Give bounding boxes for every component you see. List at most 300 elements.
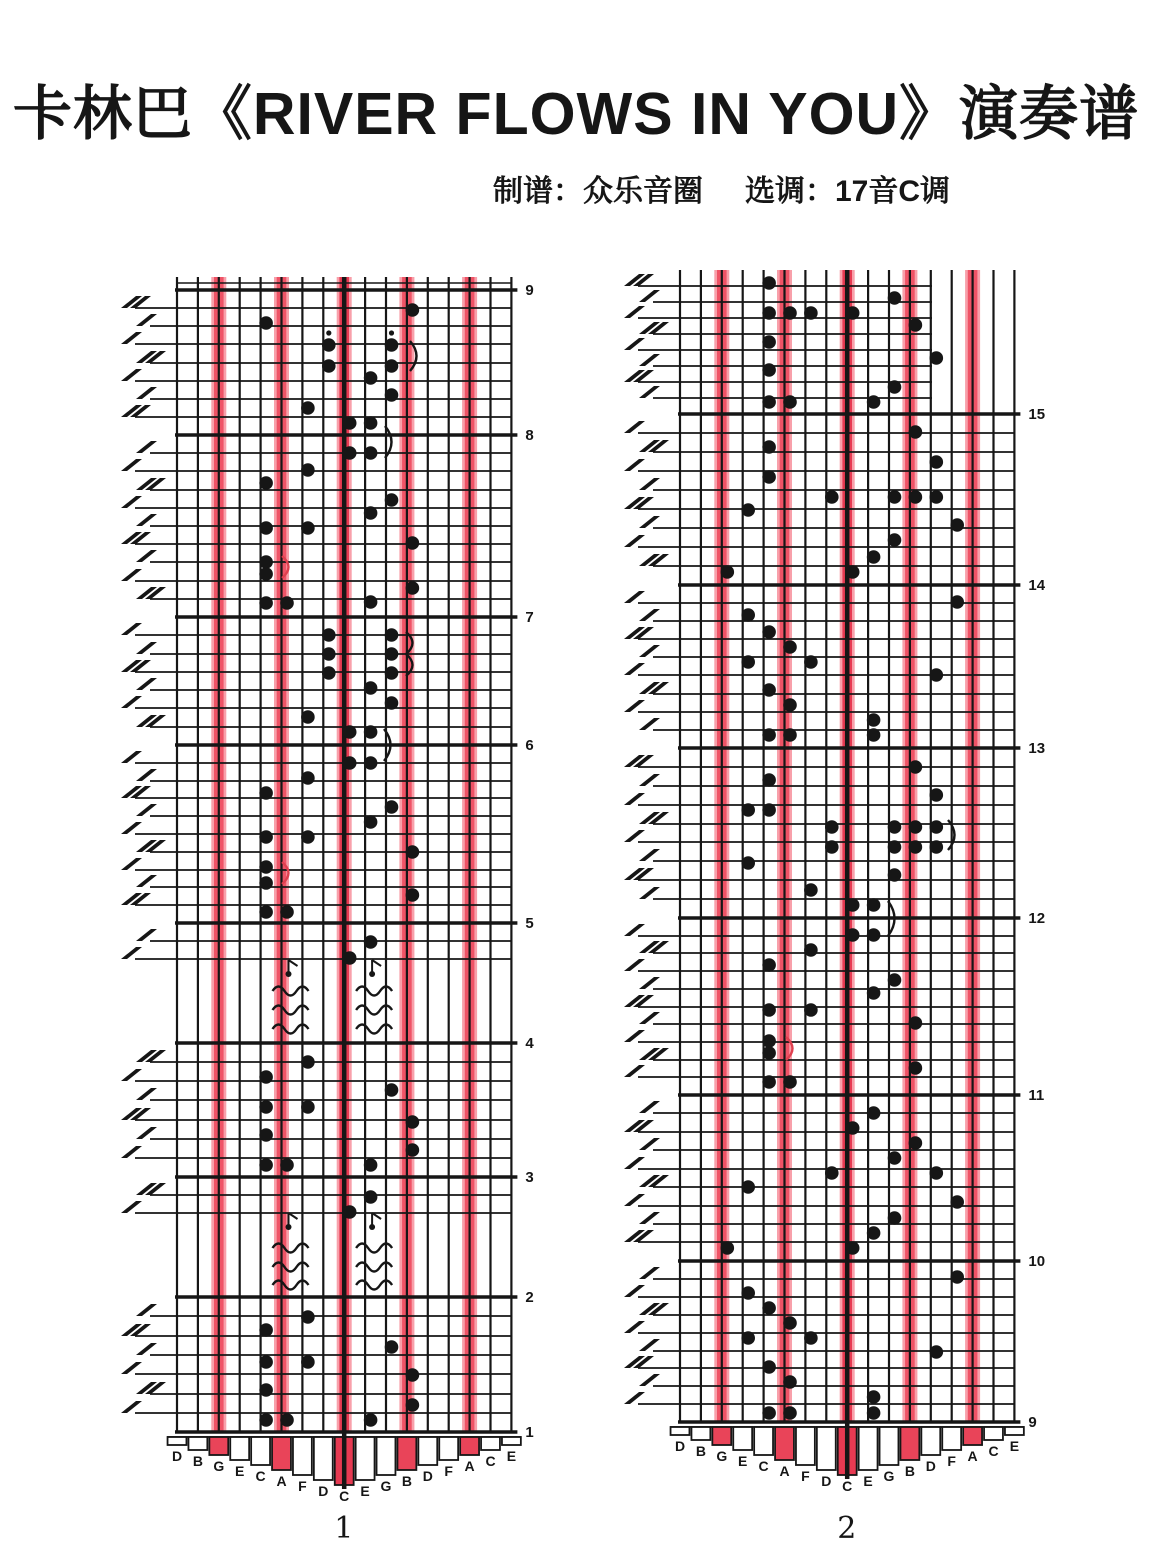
- tine-label: D: [925, 1458, 936, 1474]
- note-dot: [950, 1195, 964, 1209]
- note-dot: [406, 1115, 420, 1129]
- slash-beat-mark: [136, 875, 157, 887]
- beat-rows: [121, 296, 511, 1413]
- slash-beat-mark: [639, 887, 660, 899]
- note-dot: [385, 1083, 399, 1097]
- slash-beat-mark: [624, 591, 645, 603]
- slash-beat-mark: [121, 1069, 142, 1081]
- note-dot: [909, 1136, 923, 1150]
- note-dot: [762, 1360, 776, 1374]
- slash-beat-mark: [624, 1157, 645, 1169]
- page-title: 卡林巴《RIVER FLOWS IN YOU》演奏谱: [12, 81, 1140, 147]
- note-dot: [909, 820, 923, 834]
- note-dot: [867, 713, 881, 727]
- note-dot: [762, 1034, 776, 1048]
- note-dot: [741, 1331, 755, 1345]
- note-dot: [301, 830, 315, 844]
- note-dot: [301, 1055, 315, 1069]
- note-dot: [301, 771, 315, 785]
- slash-beat-mark: [136, 314, 157, 326]
- note-dot: [280, 596, 294, 610]
- note-dot: [846, 565, 860, 579]
- slash-beat-mark: [121, 496, 142, 508]
- slash-beat-mark: [639, 1374, 660, 1386]
- note-dot: [762, 335, 776, 349]
- tine-label: B: [192, 1453, 203, 1469]
- slash-beat-mark: [639, 1212, 660, 1224]
- slash-beat-mark: [136, 550, 157, 562]
- note-dot: [783, 306, 797, 320]
- note-dot: [259, 1100, 273, 1114]
- slash-beat-mark: [639, 478, 660, 490]
- note-dot: [406, 303, 420, 317]
- tine-label: E: [360, 1483, 370, 1499]
- note-dot: [721, 1241, 735, 1255]
- measure-number: 9: [525, 282, 534, 299]
- staccato-dot: [326, 330, 331, 335]
- note-dot: [385, 666, 399, 680]
- tine-label: C: [988, 1443, 999, 1459]
- note-dot: [301, 1100, 315, 1114]
- credit-text: 制谱：众乐音圈: [493, 174, 703, 208]
- slash-beat-mark: [136, 387, 157, 399]
- note-dot: [888, 291, 902, 305]
- note-dot: [846, 898, 860, 912]
- tine-label: E: [1009, 1438, 1020, 1454]
- slash-beat-mark: [624, 793, 645, 805]
- note-dot: [888, 1151, 902, 1165]
- note-dot: [783, 640, 797, 654]
- tine-label: D: [422, 1468, 433, 1484]
- note-dot: [259, 1323, 273, 1337]
- note-dot: [385, 696, 399, 710]
- tine-label: D: [171, 1448, 183, 1464]
- note-dot: [950, 518, 964, 532]
- note-dot: [301, 521, 315, 535]
- tine-label: A: [464, 1458, 475, 1474]
- slash-beat-mark: [121, 1146, 142, 1158]
- slash-beat-mark: [639, 354, 660, 366]
- note-dot: [721, 565, 735, 579]
- slash-beat-mark: [121, 332, 142, 344]
- note-dot: [888, 868, 902, 882]
- measure-number: 5: [525, 915, 534, 932]
- note-dot: [259, 830, 273, 844]
- slash-beat-mark: [136, 678, 157, 690]
- note-dot: [930, 351, 944, 365]
- note-dot: [762, 306, 776, 320]
- note-dot: [741, 608, 755, 622]
- tab-column-page-1: [121, 277, 534, 1546]
- note-dot: [888, 973, 902, 987]
- note-dot: [385, 338, 399, 352]
- note-dot: [301, 1355, 315, 1369]
- note-dot: [762, 1046, 776, 1060]
- note-dot: [909, 318, 923, 332]
- note-dot: [301, 401, 315, 415]
- slash-beat-mark: [639, 849, 660, 861]
- note-dot: [762, 773, 776, 787]
- tine-label: B: [904, 1463, 915, 1479]
- note-dot: [343, 725, 357, 739]
- slash-beat-mark: [624, 338, 645, 350]
- slash-beat-mark: [121, 947, 142, 959]
- slash-beat-mark: [639, 1138, 660, 1150]
- note-dot: [867, 728, 881, 742]
- note-dot: [762, 470, 776, 484]
- note-dot: [322, 628, 336, 642]
- note-dot: [259, 555, 273, 569]
- slash-beat-mark: [639, 1012, 660, 1024]
- note-dot: [783, 728, 797, 742]
- note-dot: [364, 446, 378, 460]
- note-dot: [804, 306, 818, 320]
- tine-label: C: [842, 1478, 853, 1494]
- note-dot: [385, 647, 399, 661]
- note-dot: [385, 800, 399, 814]
- tab-column-page-2: [624, 270, 1046, 1546]
- tine-label: G: [883, 1468, 895, 1484]
- note-dot: [741, 856, 755, 870]
- note-dot: [364, 815, 378, 829]
- note-dot: [867, 928, 881, 942]
- slash-beat-mark: [136, 441, 157, 453]
- tine-label: D: [318, 1483, 329, 1499]
- note-dot: [950, 1270, 964, 1284]
- note-dot: [385, 388, 399, 402]
- note-dot: [804, 883, 818, 897]
- measure-number: 13: [1028, 740, 1046, 757]
- note-dot: [762, 440, 776, 454]
- note-dot: [846, 306, 860, 320]
- measure-number: 15: [1028, 406, 1046, 423]
- note-dot: [930, 788, 944, 802]
- note-dot: [867, 1406, 881, 1420]
- tine-label: E: [738, 1453, 748, 1469]
- slash-beat-mark: [639, 609, 660, 621]
- slash-beat-mark: [639, 1339, 660, 1351]
- slash-beat-mark: [136, 804, 157, 816]
- note-dot: [930, 455, 944, 469]
- note-dot: [385, 628, 399, 642]
- measure-number: 1: [525, 1424, 534, 1441]
- measure-number: 3: [525, 1169, 534, 1186]
- note-dot: [301, 710, 315, 724]
- note-dot: [259, 860, 273, 874]
- measure-number: 6: [525, 737, 534, 754]
- note-dot: [846, 1241, 860, 1255]
- note-dot: [762, 363, 776, 377]
- measure-number: 7: [525, 609, 534, 626]
- tine-label: A: [967, 1448, 978, 1464]
- note-dot: [741, 655, 755, 669]
- slash-beat-mark: [136, 1088, 157, 1100]
- note-dot: [888, 820, 902, 834]
- note-dot: [259, 1070, 273, 1084]
- note-dot: [867, 1106, 881, 1120]
- tine-label: F: [947, 1453, 956, 1469]
- slash-beat-mark: [136, 1343, 157, 1355]
- note-dot: [280, 1413, 294, 1427]
- note-dot: [301, 1310, 315, 1324]
- page-number: 2: [837, 1511, 857, 1546]
- note-dot: [259, 521, 273, 535]
- tine-label: E: [863, 1473, 873, 1489]
- measure-number: 10: [1028, 1253, 1046, 1270]
- note-dot: [364, 1158, 378, 1172]
- slash-beat-mark: [136, 1304, 157, 1316]
- note-dot: [762, 395, 776, 409]
- slash-beat-mark: [639, 1267, 660, 1279]
- slash-beat-mark: [639, 1101, 660, 1113]
- note-dot: [783, 698, 797, 712]
- note-dot: [364, 1413, 378, 1427]
- note-dot: [322, 359, 336, 373]
- note-dot: [867, 898, 881, 912]
- note-dot: [280, 1158, 294, 1172]
- slash-beat-mark: [624, 959, 645, 971]
- note-dot: [783, 1375, 797, 1389]
- slash-beat-mark: [136, 514, 157, 526]
- note-dot: [259, 596, 273, 610]
- measure-number: 2: [525, 1289, 534, 1306]
- tine-label: C: [758, 1458, 769, 1474]
- note-dot: [762, 1075, 776, 1089]
- note-dot: [364, 1190, 378, 1204]
- tine-label: F: [444, 1463, 453, 1479]
- note-dot: [762, 1301, 776, 1315]
- note-dot: [867, 395, 881, 409]
- note-dot: [867, 1390, 881, 1404]
- slash-beat-mark: [639, 386, 660, 398]
- tine-label: C: [339, 1488, 350, 1504]
- tine-label: E: [506, 1448, 517, 1464]
- beat-rows: [624, 274, 1014, 1404]
- note-dot: [364, 756, 378, 770]
- note-dot: [930, 490, 944, 504]
- note-dot: [804, 943, 818, 957]
- tine-end-stubs: [167, 1432, 521, 1504]
- note-dot: [783, 1075, 797, 1089]
- slash-beat-mark: [624, 1321, 645, 1333]
- staccato-dot: [389, 330, 394, 335]
- note-dot: [259, 316, 273, 330]
- note-dot: [888, 533, 902, 547]
- note-dot: [741, 503, 755, 517]
- slash-beat-mark: [121, 623, 142, 635]
- note-dot: [909, 840, 923, 854]
- note-dot: [406, 536, 420, 550]
- note-dot: [259, 905, 273, 919]
- note-dot: [909, 1061, 923, 1075]
- slash-beat-mark: [121, 1201, 142, 1213]
- note-dot: [930, 1166, 944, 1180]
- tine-label: E: [235, 1463, 245, 1479]
- note-dot: [762, 1003, 776, 1017]
- note-dot: [909, 490, 923, 504]
- note-dot: [930, 668, 944, 682]
- measure-number: 11: [1028, 1087, 1045, 1104]
- note-dot: [259, 786, 273, 800]
- tine-label: D: [674, 1438, 686, 1454]
- slash-beat-mark: [136, 642, 157, 654]
- note-dot: [385, 1340, 399, 1354]
- note-dot: [322, 338, 336, 352]
- slash-beat-mark: [639, 774, 660, 786]
- note-dot: [406, 1398, 420, 1412]
- note-dot: [343, 446, 357, 460]
- note-dot: [804, 1331, 818, 1345]
- slash-beat-mark: [639, 290, 660, 302]
- tine-label: C: [485, 1453, 496, 1469]
- slash-beat-mark: [624, 663, 645, 675]
- tine-end-stubs: [670, 1422, 1024, 1494]
- note-dot: [364, 681, 378, 695]
- note-dot: [804, 655, 818, 669]
- slash-beat-mark: [121, 569, 142, 581]
- key-info-text: 选调：17音C调: [745, 174, 951, 208]
- slash-beat-mark: [624, 535, 645, 547]
- note-dot: [364, 595, 378, 609]
- slash-beat-mark: [639, 645, 660, 657]
- note-dot: [406, 581, 420, 595]
- note-dot: [867, 1226, 881, 1240]
- slash-beat-mark: [121, 459, 142, 471]
- note-dot: [741, 1286, 755, 1300]
- note-dot: [909, 760, 923, 774]
- note-dot: [825, 490, 839, 504]
- slash-beat-mark: [639, 977, 660, 989]
- note-dot: [343, 756, 357, 770]
- note-dot: [888, 490, 902, 504]
- note-dot: [741, 803, 755, 817]
- page-number: 1: [334, 1511, 354, 1546]
- note-dot: [301, 463, 315, 477]
- slash-beat-mark: [121, 751, 142, 763]
- slash-beat-mark: [624, 1030, 645, 1042]
- slash-beat-mark: [624, 421, 645, 433]
- note-dot: [385, 359, 399, 373]
- slash-beat-mark: [136, 1127, 157, 1139]
- note-dot: [406, 1143, 420, 1157]
- measure-number: 9: [1028, 1414, 1037, 1431]
- note-dot: [762, 728, 776, 742]
- note-dot: [406, 888, 420, 902]
- note-dot: [762, 958, 776, 972]
- note-dot: [364, 371, 378, 385]
- note-dot: [846, 928, 860, 942]
- slash-beat-mark: [639, 718, 660, 730]
- note-dot: [888, 380, 902, 394]
- slash-beat-mark: [624, 1065, 645, 1077]
- note-dot: [741, 1180, 755, 1194]
- tine-label: G: [716, 1448, 728, 1464]
- slash-beat-mark: [624, 700, 645, 712]
- slash-beat-mark: [624, 1285, 645, 1297]
- note-dot: [930, 840, 944, 854]
- slash-beat-mark: [121, 1362, 142, 1374]
- note-dot: [364, 935, 378, 949]
- note-dot: [783, 1316, 797, 1330]
- note-dot: [406, 1368, 420, 1382]
- slash-beat-mark: [624, 924, 645, 936]
- note-dot: [909, 1016, 923, 1030]
- note-dot: [280, 905, 294, 919]
- tremolo-marks: [273, 960, 393, 1290]
- note-dot: [930, 1345, 944, 1359]
- note-dot: [867, 986, 881, 1000]
- tine-label: F: [801, 1468, 810, 1484]
- note-dot: [825, 820, 839, 834]
- note-dot: [259, 1158, 273, 1172]
- slash-beat-mark: [624, 1194, 645, 1206]
- measure-number: 4: [525, 1035, 534, 1052]
- measure-number: 12: [1028, 910, 1046, 927]
- note-dot: [762, 276, 776, 290]
- tine-label: G: [380, 1478, 392, 1494]
- note-dot: [406, 845, 420, 859]
- note-dot: [322, 647, 336, 661]
- measure-number: 8: [525, 427, 534, 444]
- note-dot: [846, 1121, 860, 1135]
- note-dot: [762, 1406, 776, 1420]
- note-dot: [364, 416, 378, 430]
- tine-label: B: [695, 1443, 706, 1459]
- note-dot: [888, 1211, 902, 1225]
- note-dot: [259, 476, 273, 490]
- note-dot: [930, 820, 944, 834]
- measure-number: 14: [1028, 577, 1046, 594]
- tine-label: D: [821, 1473, 832, 1489]
- slash-beat-mark: [121, 696, 142, 708]
- note-dot: [783, 395, 797, 409]
- slash-beat-mark: [624, 459, 645, 471]
- note-dot: [259, 567, 273, 581]
- slash-beat-mark: [136, 929, 157, 941]
- slash-beat-mark: [624, 830, 645, 842]
- slash-beat-mark: [624, 1392, 645, 1404]
- measure-lines: [678, 406, 1046, 1431]
- slash-beat-mark: [624, 306, 645, 318]
- note-dot: [259, 876, 273, 890]
- note-dot: [343, 1205, 357, 1219]
- slash-beat-mark: [121, 1401, 142, 1413]
- note-dot: [343, 416, 357, 430]
- note-dot: [762, 683, 776, 697]
- slash-beat-mark: [639, 516, 660, 528]
- note-dot: [825, 1166, 839, 1180]
- note-dot: [762, 803, 776, 817]
- note-dot: [259, 1413, 273, 1427]
- note-dot: [888, 840, 902, 854]
- note-dot: [867, 550, 881, 564]
- note-dot: [259, 1128, 273, 1142]
- note-dot: [343, 951, 357, 965]
- note-dot: [950, 595, 964, 609]
- note-dot: [364, 506, 378, 520]
- note-dot: [909, 425, 923, 439]
- slash-beat-mark: [121, 858, 142, 870]
- tine-label: C: [255, 1468, 266, 1484]
- note-dot: [783, 1406, 797, 1420]
- tine-label: A: [276, 1473, 287, 1489]
- note-dot: [259, 1355, 273, 1369]
- slash-beat-mark: [121, 369, 142, 381]
- tine-label: A: [779, 1463, 790, 1479]
- tine-label: G: [213, 1458, 225, 1474]
- note-dot: [825, 840, 839, 854]
- note-dot: [259, 1383, 273, 1397]
